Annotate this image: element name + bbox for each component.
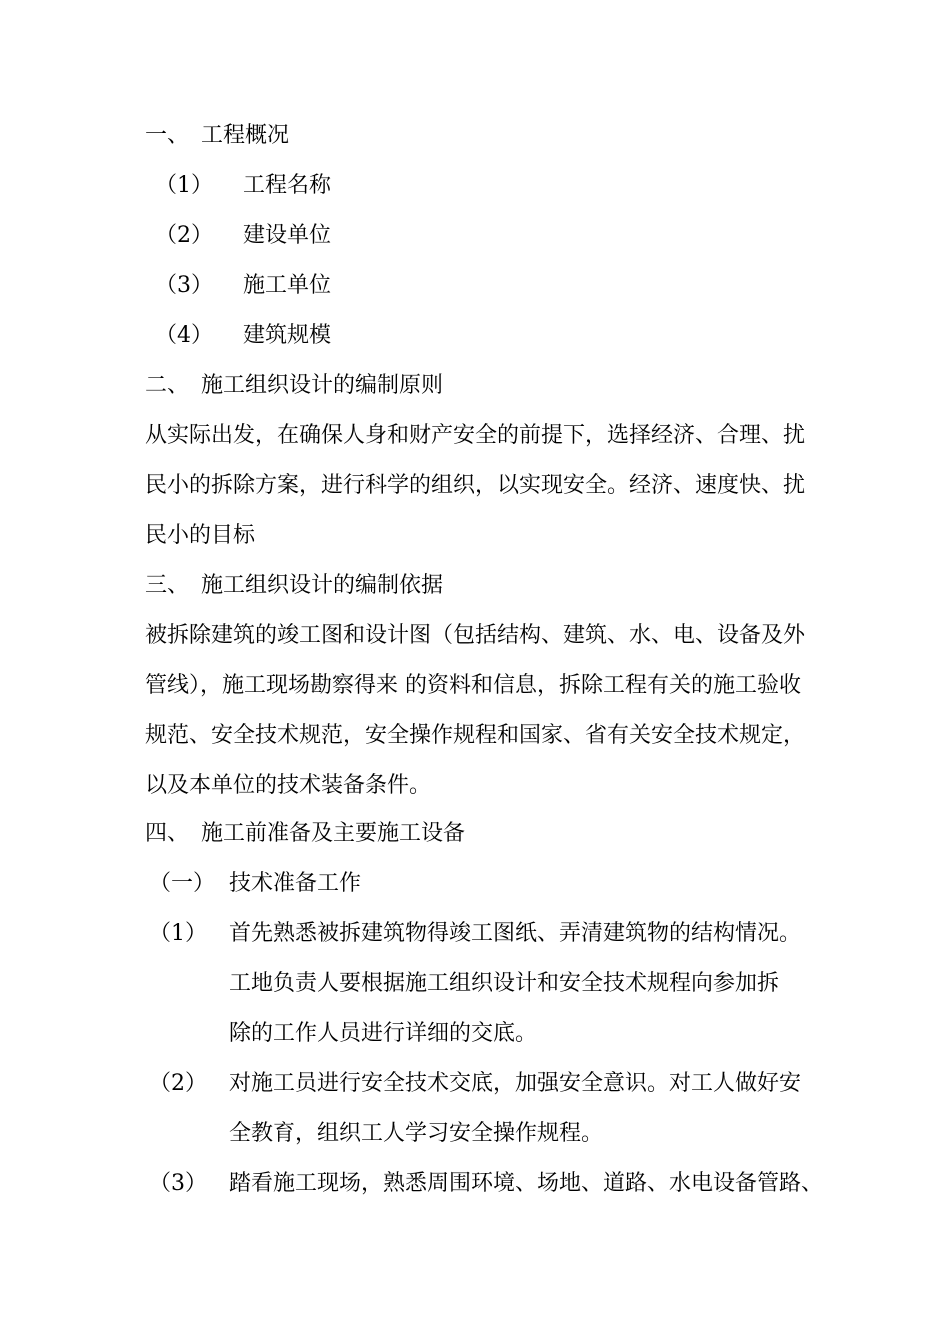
paragraph-line: 民小的拆除方案，进行科学的组织，以实现安全。经济、速度快、扰: [145, 473, 806, 498]
item-text: 首先熟悉被拆建筑物得竣工图纸、弄清建筑物的结构情况。: [229, 921, 802, 946]
item-number: （2）: [155, 223, 213, 248]
item-text: 建设单位: [243, 223, 332, 248]
section-4-heading: [145, 819, 465, 849]
subsection-number: （一）: [149, 871, 216, 896]
section-number: 三、: [145, 573, 190, 598]
item-number: （4）: [155, 323, 213, 348]
section-title: 工程概况: [201, 123, 290, 148]
item-number: （2）: [149, 1071, 207, 1096]
list-item: [149, 1169, 823, 1199]
item-number: （1）: [149, 921, 207, 946]
section-2-heading: [145, 371, 443, 401]
paragraph-line: 管线），施工现场勘察得来 的资料和信息，拆除工程有关的施工验收: [145, 673, 801, 698]
list-item: [149, 1069, 801, 1099]
subsection-heading: [149, 869, 361, 899]
paragraph-line: 从实际出发，在确保人身和财产安全的前提下，选择经济、合理、扰: [145, 423, 806, 448]
section-1-heading: [145, 121, 289, 151]
list-item: [155, 171, 331, 201]
list-item: [155, 221, 331, 251]
section-title: 施工组织设计的编制依据: [201, 573, 444, 598]
item-text: 踏看施工现场，熟悉周围环境、场地、道路、水电设备管路、: [229, 1171, 824, 1196]
paragraph-line: 以及本单位的技术装备条件。: [145, 773, 432, 798]
subsection-title: 技术准备工作: [229, 871, 362, 896]
item-text: 施工单位: [243, 273, 332, 298]
section-title: 施工前准备及主要施工设备: [201, 821, 466, 846]
paragraph-line: 民小的目标: [145, 523, 256, 548]
item-continuation: 除的工作人员进行详细的交底。: [229, 1021, 538, 1046]
paragraph-line: 被拆除建筑的竣工图和设计图（包括结构、建筑、水、电、设备及外: [145, 623, 806, 648]
item-number: （1）: [155, 173, 213, 198]
section-title: 施工组织设计的编制原则: [201, 373, 444, 398]
section-3-heading: [145, 571, 443, 601]
item-continuation: 工地负责人要根据施工组织设计和安全技术规程向参加拆: [229, 971, 780, 996]
item-text: 工程名称: [243, 173, 332, 198]
paragraph-line: 规范、安全技术规范，安全操作规程和国家、省有关安全技术规定，: [145, 723, 806, 748]
list-item: [155, 271, 331, 301]
list-item: [155, 321, 331, 351]
section-number: 四、: [145, 821, 190, 846]
section-number: 二、: [145, 373, 190, 398]
item-number: （3）: [149, 1171, 207, 1196]
item-text: 建筑规模: [243, 323, 332, 348]
item-text: 对施工员进行安全技术交底，加强安全意识。对工人做好安: [229, 1071, 802, 1096]
section-number: 一、: [145, 123, 190, 148]
item-number: （3）: [155, 273, 213, 298]
item-continuation: 全教育，组织工人学习安全操作规程。: [229, 1121, 604, 1146]
list-item: [149, 919, 801, 949]
